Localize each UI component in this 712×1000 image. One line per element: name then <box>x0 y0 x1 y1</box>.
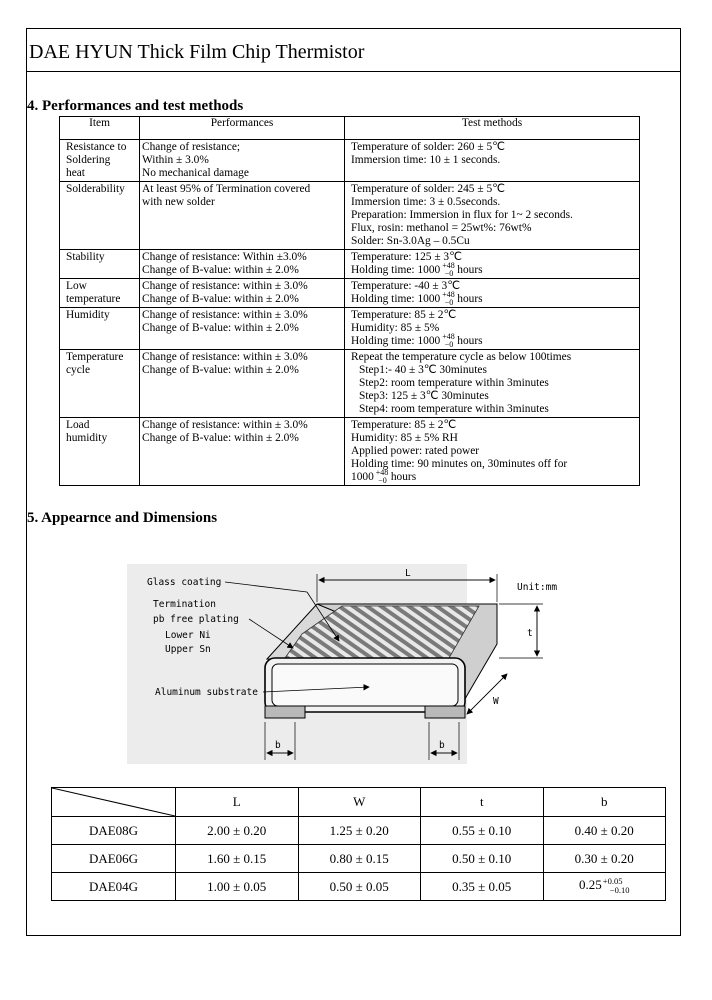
performance-cell <box>140 182 345 250</box>
b-tolerance-plus: +0.05 <box>602 875 623 886</box>
test-method-cell <box>345 182 640 250</box>
performance-line: Change of B-value: within ± 2.0% <box>142 264 299 276</box>
item-line: cycle <box>66 364 91 376</box>
holding-suffix: hours <box>457 335 483 347</box>
table-row <box>52 873 666 901</box>
test-line: Temperature of solder: 245 ± 5℃ <box>351 183 505 195</box>
model-cell: DAE06G <box>52 845 176 873</box>
item-line: temperature <box>66 293 121 305</box>
test-line: Temperature: 85 ± 2℃ <box>351 309 457 321</box>
performance-line: Change of B-value: within ± 2.0% <box>142 293 299 305</box>
holding-time-line <box>351 332 634 350</box>
performance-line: Change of B-value: within ± 2.0% <box>142 322 299 334</box>
holding-prefix: 1000 <box>351 471 374 483</box>
test-line: Preparation: Immersion in flux for 1~ 2 seconds. <box>351 209 573 221</box>
column-header-performances: Performances <box>140 117 345 140</box>
dimensions-table-header <box>52 788 666 817</box>
item-line: Solderability <box>66 183 125 195</box>
test-line: Temperature: 125 ± 3℃ <box>351 251 462 263</box>
holding-suffix: hours <box>457 264 483 276</box>
performance-line: At least 95% of Termination covered <box>142 183 311 195</box>
item-cell <box>60 182 140 250</box>
test-step-line: Step1:- 40 ± 3℃ 30minutes <box>359 364 487 376</box>
test-step-line: Step2: room temperature within 3minutes <box>359 377 549 389</box>
test-line: Applied power: rated power <box>351 445 480 457</box>
test-line: Immersion time: 10 ± 1 seconds. <box>351 154 501 166</box>
item-cell <box>60 140 140 182</box>
holding-suffix: hours <box>390 471 417 483</box>
holding-tolerance-minus: −0 <box>378 476 387 486</box>
column-header-l: L <box>176 788 299 817</box>
l-cell: 2.00 ± 0.20 <box>176 817 299 845</box>
corner-diagonal <box>52 788 175 816</box>
label-termination: Termination <box>153 599 216 610</box>
label-aluminum-substrate: Aluminum substrate <box>155 687 258 698</box>
performance-line: Change of resistance: within ± 3.0% <box>142 309 308 321</box>
performance-line: No mechanical damage <box>142 167 249 179</box>
b-cell: 0.30 ± 0.20 <box>543 845 666 873</box>
label-lower-ni: Lower Ni <box>165 630 211 641</box>
test-line: Temperature: -40 ± 3℃ <box>351 280 461 292</box>
item-cell <box>60 279 140 308</box>
b-cell <box>543 873 666 901</box>
holding-tolerance-plus: +48 <box>375 468 389 478</box>
test-step-line: Step4: room temperature within 3minutes <box>359 403 549 415</box>
column-header-b: b <box>543 788 666 817</box>
test-method-cell <box>345 418 640 486</box>
item-line: Resistance to <box>66 141 127 153</box>
item-line: heat <box>66 167 85 179</box>
w-cell: 0.50 ± 0.05 <box>298 873 421 901</box>
holding-prefix: Holding time: 1000 <box>351 335 441 347</box>
performance-table-header <box>60 117 640 140</box>
label-w: W <box>493 696 499 707</box>
table-row <box>60 182 640 250</box>
test-line: Humidity: 85 ± 5% <box>351 322 440 334</box>
item-line: Temperature <box>66 351 124 363</box>
document-frame <box>26 28 681 936</box>
model-cell: DAE08G <box>52 817 176 845</box>
holding-prefix: Holding time: 1000 <box>351 264 441 276</box>
holding-tolerance-minus: −0 <box>444 340 454 350</box>
holding-time-line <box>351 468 634 486</box>
test-method-cell <box>345 308 640 350</box>
table-row <box>60 418 640 486</box>
performance-cell <box>140 308 345 350</box>
t-cell: 0.35 ± 0.05 <box>421 873 544 901</box>
test-line: Flux, rosin: methanol = 25wt%: 76wt% <box>351 222 532 234</box>
w-cell: 0.80 ± 0.15 <box>298 845 421 873</box>
item-line: Low <box>66 280 87 292</box>
performance-line: Change of resistance; <box>142 141 241 153</box>
chip-drawing <box>107 534 577 764</box>
test-line: Immersion time: 3 ± 0.5seconds. <box>351 196 501 208</box>
l-cell: 1.00 ± 0.05 <box>176 873 299 901</box>
performance-line: Within ± 3.0% <box>142 154 209 166</box>
holding-tolerance-plus: +48 <box>442 332 455 342</box>
performance-cell <box>140 279 345 308</box>
label-t: t <box>527 628 533 639</box>
test-line: Solder: Sn-3.0Ag – 0.5Cu <box>351 235 470 247</box>
item-cell <box>60 308 140 350</box>
test-line: Repeat the temperature cycle as below 100times <box>351 351 572 363</box>
test-method-cell <box>345 350 640 418</box>
t-cell: 0.55 ± 0.10 <box>421 817 544 845</box>
b-cell: 0.40 ± 0.20 <box>543 817 666 845</box>
title-divider <box>27 71 680 72</box>
label-b-left: b <box>275 740 281 751</box>
label-pb-free-plating: pb free plating <box>153 614 239 625</box>
l-cell: 1.60 ± 0.15 <box>176 845 299 873</box>
label-glass-coating: Glass coating <box>147 577 222 588</box>
item-cell <box>60 250 140 279</box>
section-5-title: 5. Appearnce and Dimensions <box>27 510 218 526</box>
performance-line: Change of resistance: Within ±3.0% <box>142 251 307 263</box>
performance-table <box>59 116 640 486</box>
table-row <box>60 250 640 279</box>
section-4-title: 4. Performances and test methods <box>27 98 244 114</box>
item-line: Humidity <box>66 309 110 321</box>
item-cell <box>60 350 140 418</box>
t-cell: 0.50 ± 0.10 <box>421 845 544 873</box>
performance-cell <box>140 350 345 418</box>
performance-cell <box>140 250 345 279</box>
table-row <box>60 350 640 418</box>
table-row <box>52 817 666 845</box>
column-header-test-methods: Test methods <box>345 117 640 140</box>
table-row <box>52 845 666 873</box>
label-upper-sn: Upper Sn <box>165 644 211 655</box>
item-cell <box>60 418 140 486</box>
table-row <box>60 308 640 350</box>
holding-tolerance-plus: +48 <box>442 290 455 300</box>
document-title: DAE HYUN Thick Film Chip Thermistor <box>29 41 365 63</box>
table-row <box>60 140 640 182</box>
column-header-item: Item <box>60 117 140 140</box>
holding-time-line <box>351 290 634 308</box>
performance-line: Change of resistance: within ± 3.0% <box>142 351 308 363</box>
holding-suffix: hours <box>457 293 483 305</box>
b-tolerance <box>603 877 630 895</box>
test-step-line: Step3: 125 ± 3℃ 30minutes <box>359 390 489 402</box>
performance-line: Change of B-value: within ± 2.0% <box>142 364 299 376</box>
test-line: Temperature: 85 ± 2℃ <box>351 419 457 431</box>
test-method-cell <box>345 250 640 279</box>
model-cell: DAE04G <box>52 873 176 901</box>
label-l: L <box>405 568 411 579</box>
termination-right <box>425 706 465 718</box>
label-b-right: b <box>439 740 445 751</box>
holding-prefix: Holding time: 1000 <box>351 293 441 305</box>
performance-line: Change of B-value: within ± 2.0% <box>142 432 299 444</box>
performance-line: Change of resistance: within ± 3.0% <box>142 419 308 431</box>
column-header-t: t <box>421 788 544 817</box>
test-method-cell <box>345 279 640 308</box>
performance-line: Change of resistance: within ± 3.0% <box>142 280 308 292</box>
holding-tolerance-minus: −0 <box>444 298 454 308</box>
holding-time-line <box>351 261 634 279</box>
item-line: Soldering <box>66 154 111 166</box>
test-method-cell <box>345 140 640 182</box>
label-unit: Unit:mm <box>517 582 558 593</box>
dimensions-table <box>51 787 666 901</box>
termination-left <box>265 706 305 718</box>
item-line: humidity <box>66 432 108 444</box>
column-header-w: W <box>298 788 421 817</box>
performance-cell <box>140 418 345 486</box>
item-line: Stability <box>66 251 105 263</box>
table-row <box>60 279 640 308</box>
test-line: Humidity: 85 ± 5% RH <box>351 432 458 444</box>
b-value-base: 0.25 <box>579 877 602 893</box>
dimensions-table-corner <box>52 788 176 817</box>
test-line: Holding time: 90 minutes on, 30minutes off for <box>351 458 568 470</box>
item-line: Load <box>66 419 90 431</box>
performance-cell <box>140 140 345 182</box>
performance-line: with new solder <box>142 196 215 208</box>
holding-tolerance-plus: +48 <box>442 261 455 271</box>
b-tolerance-minus: −0.10 <box>609 884 630 895</box>
test-line: Temperature of solder: 260 ± 5℃ <box>351 141 505 153</box>
holding-tolerance-minus: −0 <box>444 269 454 279</box>
aluminum-substrate-face <box>272 664 458 706</box>
w-cell: 1.25 ± 0.20 <box>298 817 421 845</box>
